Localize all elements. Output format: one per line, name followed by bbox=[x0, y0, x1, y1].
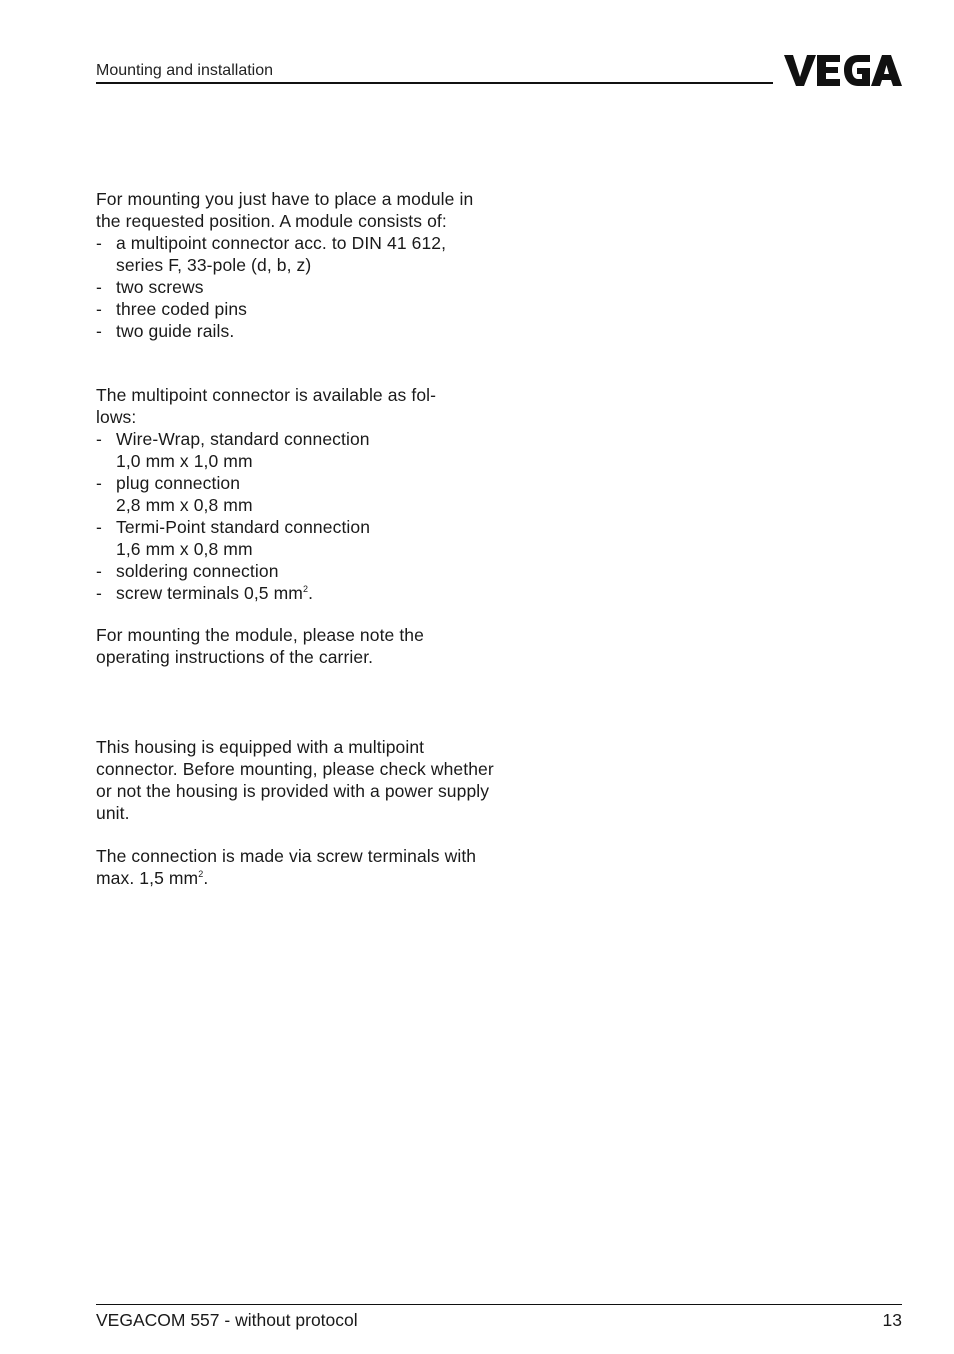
list-item: - screw terminals 0,5 $mm^2$. bbox=[96, 583, 314, 603]
module-intro: For mounting you just have to place a module in the requested position. A module consists of: bbox=[96, 189, 474, 231]
running-header: Mounting and installation bbox=[96, 62, 274, 79]
list-item: - two guide rails. bbox=[96, 321, 235, 341]
list-item: - plug connection 2,8 mm x 0,8 mm bbox=[96, 473, 253, 515]
list-item: - a multipoint connector acc. to DIN 41 612, series F, 33-pole (d, b, z) bbox=[96, 233, 447, 275]
footer-rule bbox=[96, 1304, 902, 1305]
list-item: - soldering connection bbox=[96, 561, 279, 581]
connector-options bbox=[96, 384, 496, 604]
footer-title: VEGACOM 557 - without protocol bbox=[96, 1310, 358, 1330]
header-rule bbox=[96, 82, 773, 84]
connection-note: The connection is made via screw terminals with max. 1,5 $mm^2$. bbox=[96, 846, 477, 888]
connector-intro: The multipoint connector is available as fol- lows: bbox=[96, 385, 437, 427]
module-description bbox=[96, 188, 496, 342]
list-item: - two screws bbox=[96, 277, 204, 297]
vega-logo bbox=[784, 52, 902, 88]
housing-description: This housing is equipped with a multipoint connector. Before mounting, please check whether or not the housing is provided with a power supply unit. bbox=[96, 737, 494, 823]
list-item: - Wire-Wrap, standard connection 1,0 mm x 1,0 mm bbox=[96, 429, 370, 471]
module-parts-list bbox=[96, 232, 496, 342]
page-number: 13 bbox=[882, 1310, 902, 1330]
vega-logo-icon bbox=[784, 55, 902, 86]
list-item: - Termi-Point standard connection 1,6 mm x 0,8 mm bbox=[96, 517, 371, 559]
carrier-note: For mounting the module, please note the operating instructions of the carrier. bbox=[96, 625, 424, 667]
list-item: - three coded pins bbox=[96, 299, 247, 319]
connector-options-list bbox=[96, 428, 496, 604]
